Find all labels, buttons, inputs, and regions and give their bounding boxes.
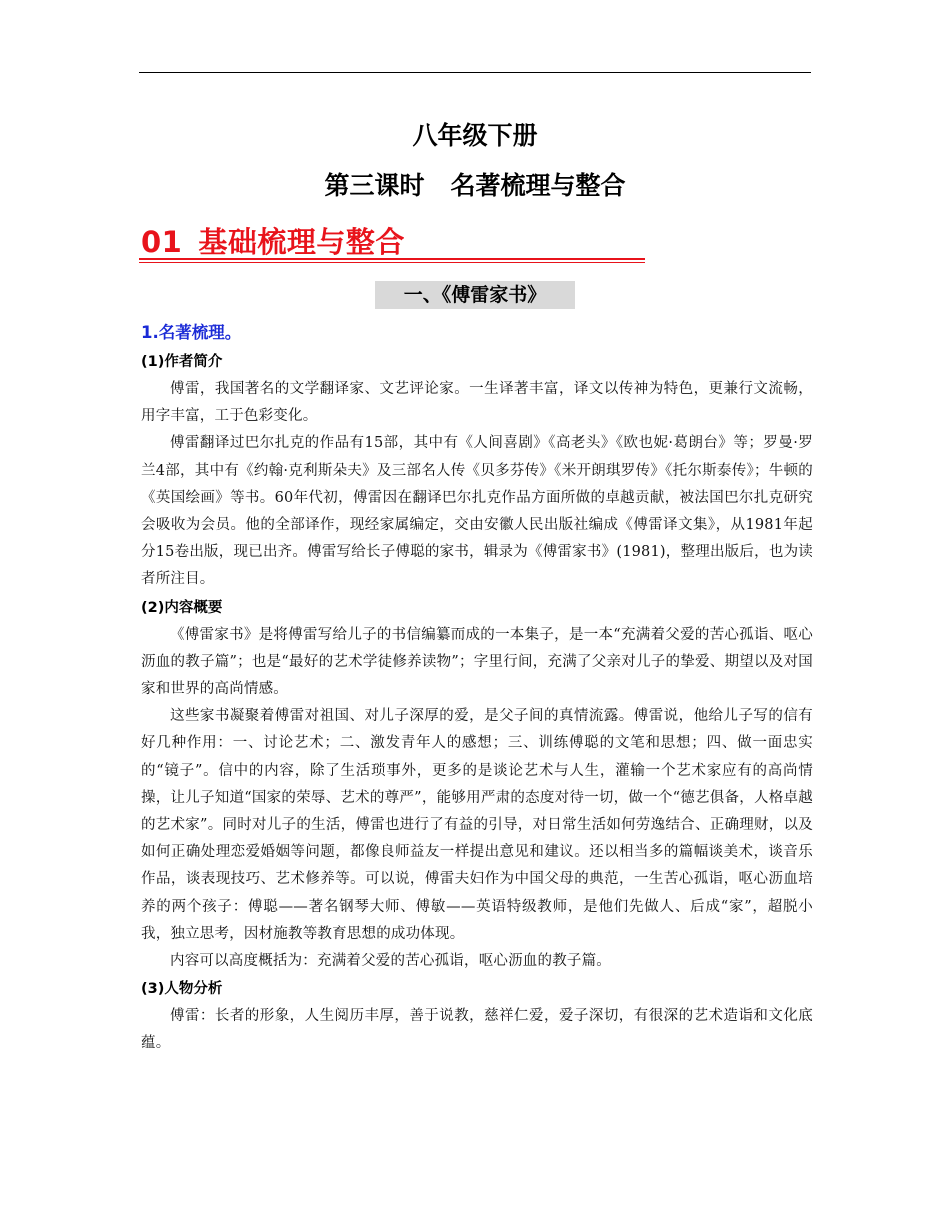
heading-summary: (2)内容概要 [141, 599, 223, 616]
page-title: 八年级下册 [412, 121, 538, 150]
section-label: 基础梳理与整合 [198, 225, 405, 259]
summary-paragraph-2: 这些家书凝聚着傅雷对祖国、对儿子深厚的爱，是父子间的真情流露。傅雷说，他给儿子写的信有好几种作用：一、讨论艺术；二、激发青年人的感想；三、训练傅聪的文笔和思想；四、做一面忠实的“镜子”。信中的内容，除了生活琐事外，更多的是谈论艺术与人生，灌输一个艺术家应有的高尚情操，让儿子知道“国家的荣辱、艺术的尊严”，能够用严肃的态度对待一切，做一个“德艺俱备，人格卓越的艺术家”。同时对儿子的生活，傅雷也进行了有益的引导，对日常生活如何劳逸结合、正确理财，以及如何正确处理恋爱婚姻等问题，都像良师益友一样提出意见和建议。还以相当多的篇幅谈美术，谈音乐作品，谈表现技巧、艺术修养等。可以说，傅雷夫妇作为中国父母的典范，一生苦心孤诣，呕心沥血培养的两个孩子：傅聪——著名钢琴大师、傅敏——英语特级教师，是他们先做人、后成“家”，超脱小我，独立思考，因材施教等教育思想的成功体现。 [141, 708, 813, 942]
summary-paragraph-3: 内容可以高度概括为：充满着父爱的苦心孤诣，呕心沥血的教子篇。 [170, 953, 611, 970]
summary-paragraph-1: 《傅雷家书》是将傅雷写给儿子的书信编纂而成的一本集子，是一本“充满着父爱的苦心孤诣、呕心沥血的教子篇”；也是“最好的艺术学徒修养读物”；字里行间，充满了父亲对儿子的挚爱、期望以及对国家和世界的高尚情感。 [141, 626, 813, 698]
heading-author: (1)作者简介 [141, 354, 223, 370]
author-paragraph-2: 傅雷翻译过巴尔扎克的作品有15部，其中有《人间喜剧》《高老头》《欧也妮·葛朗台》等；罗曼·罗兰4部，其中有《约翰·克利斯朵夫》及三部名人传《贝多芬传》《米开朗琪罗传》《托尔斯泰传》；牛顿的《英国绘画》等书。60年代初，傅雷因在翻译巴尔扎克作品方面所做的卓越贡献，被法国巴尔扎克研究会吸收为会员。他的全部译作，现经家属编定，交由安徽人民出版社编成《傅雷译文集》，从1981年起分15卷出版，现已出齐。傅雷写给长子傅聪的家书，辑录为《傅雷家书》(1981)，整理出版后，也为读者所注目。 [141, 435, 813, 588]
section-underline [139, 258, 645, 260]
header-rule [139, 72, 811, 73]
lesson-number: 第三课时 [324, 171, 425, 200]
heading-characters: (3)人物分析 [141, 981, 223, 998]
heading-book-review: 1.名著梳理。 [141, 323, 242, 342]
author-paragraph-1: 傅雷，我国著名的文学翻译家、文艺评论家。一生译著丰富，译文以传神为特色，更兼行文流畅，用字丰富，工于色彩变化。 [141, 381, 813, 425]
section-underline-thin [139, 262, 645, 263]
document-body [141, 318, 813, 1058]
book-heading: 一、《傅雷家书》 [375, 281, 575, 309]
lesson-title [0, 166, 950, 202]
lesson-topic: 名著梳理与整合 [450, 171, 626, 200]
section-number: 01 [141, 225, 183, 259]
section-heading [141, 220, 405, 261]
characters-paragraph-1: 傅雷：长者的形象，人生阅历丰厚，善于说教，慈祥仁爱，爱子深切，有很深的艺术造诣和文化底蕴。 [141, 1008, 813, 1052]
